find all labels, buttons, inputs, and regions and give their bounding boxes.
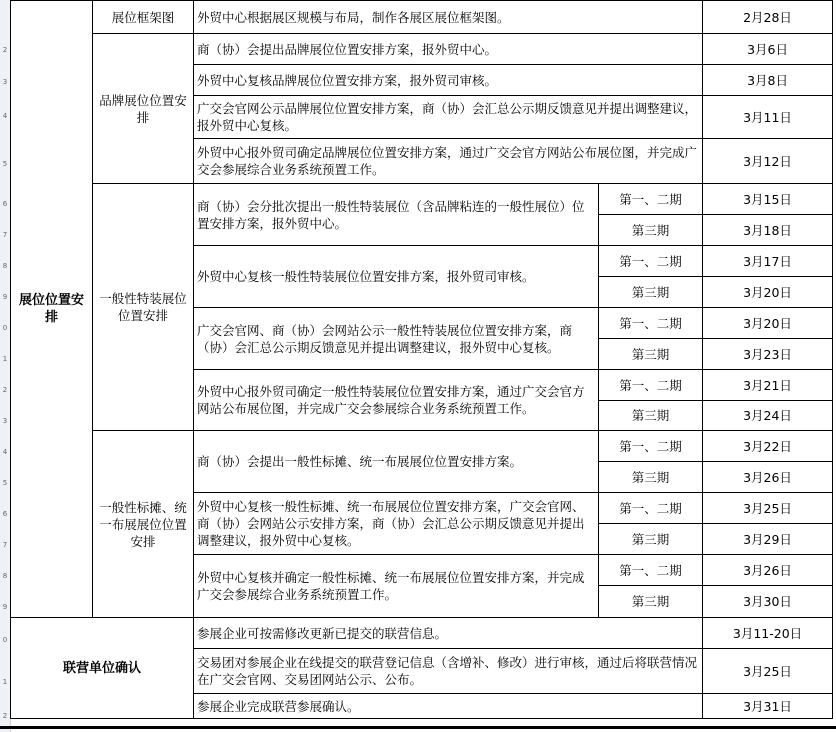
date-cell: 3月18日 <box>703 215 833 246</box>
task-cell: 商（协）会提出品牌展位位置安排方案，报外贸中心。 <box>194 34 703 65</box>
period-cell: 第三期 <box>599 277 703 308</box>
task-cell: 外贸中心复核并确定一般性标摊、统一布展展位位置安排方案，并完成广交会参展综合业务系统预置工作。 <box>194 555 599 618</box>
task-cell: 外贸中心复核一般性特装展位位置安排方案，报外贸司审核。 <box>194 246 599 308</box>
table-row <box>11 431 833 462</box>
task-cell: 广交会官网、商（协）会网站公示一般性特装展位位置安排方案，商（协）会汇总公示期反馈意见并提出调整建议，报外贸中心复核。 <box>194 308 599 370</box>
task-cell: 参展企业完成联营参展确认。 <box>194 694 703 719</box>
date-cell: 3月22日 <box>703 431 833 462</box>
period-cell: 第一、二期 <box>599 493 703 524</box>
row-number: 3 <box>2 78 8 86</box>
period-cell: 第三期 <box>599 215 703 246</box>
category-label-standard: 一般性标摊、统一布展展位位置安排 <box>93 431 194 618</box>
period-cell: 第三期 <box>599 462 703 493</box>
row-number: 3 <box>2 417 8 425</box>
date-cell: 3月25日 <box>703 649 833 694</box>
period-cell: 第一、二期 <box>599 308 703 339</box>
date-cell: 3月15日 <box>703 184 833 215</box>
period-cell: 第一、二期 <box>599 431 703 462</box>
date-cell: 3月24日 <box>703 401 833 431</box>
task-cell: 广交会官网公示品牌展位位置安排方案，商（协）会汇总公示期反馈意见并提出调整建议，报外贸中心复核。 <box>194 96 703 139</box>
date-cell: 3月12日 <box>703 139 833 184</box>
section-label-joint: 联营单位确认 <box>11 618 194 719</box>
row-number: 5 <box>2 160 8 168</box>
date-cell: 3月21日 <box>703 370 833 401</box>
table-row <box>11 1 833 34</box>
date-cell: 3月26日 <box>703 462 833 493</box>
task-cell: 外贸中心报外贸司确定品牌展位位置安排方案，通过广交会官方网站公布展位图，并完成广交会参展综合业务系统预置工作。 <box>194 139 703 184</box>
task-cell: 商（协）会提出一般性标摊、统一布展展位位置安排方案。 <box>194 431 599 493</box>
task-cell: 外贸中心复核品牌展位位置安排方案，报外贸司审核。 <box>194 65 703 96</box>
period-cell: 第三期 <box>599 524 703 555</box>
task-cell: 外贸中心根据展区规模与布局，制作各展区展位框架图。 <box>194 1 703 34</box>
row-number: 2 <box>2 712 8 720</box>
row-number: 2 <box>2 386 8 394</box>
period-cell: 第一、二期 <box>599 370 703 401</box>
date-cell: 2月28日 <box>703 1 833 34</box>
period-cell: 第一、二期 <box>599 246 703 277</box>
date-cell: 3月29日 <box>703 524 833 555</box>
row-number: 6 <box>2 510 8 518</box>
row-number: 1 <box>2 678 8 686</box>
table-row <box>11 34 833 65</box>
section-label-booth: 展位位置安排 <box>11 1 93 618</box>
date-cell: 3月11日 <box>703 96 833 139</box>
task-cell: 外贸中心报外贸司确定一般性特装展位位置安排方案，通过广交会官方网站公布展位图，并完成广交会参展综合业务系统预置工作。 <box>194 370 599 431</box>
row-number: 0 <box>2 324 8 332</box>
period-cell: 第三期 <box>599 339 703 370</box>
date-cell: 3月26日 <box>703 555 833 586</box>
date-cell: 3月20日 <box>703 308 833 339</box>
row-number: 4 <box>2 112 8 120</box>
row-number: 9 <box>2 603 8 611</box>
task-cell: 商（协）会分批次提出一般性特装展位（含品牌粘连的一般性展位）位置安排方案，报外贸中心。 <box>194 184 599 246</box>
period-cell: 第一、二期 <box>599 184 703 215</box>
task-cell: 外贸中心复核一般性标摊、统一布展展位位置安排方案，广交会官网、商（协）会网站公示安排方案，商（协）会汇总公示期反馈意见并提出调整建议，报外贸中心复核。 <box>194 493 599 555</box>
category-label-framework: 展位框架图 <box>93 1 194 34</box>
row-number: 9 <box>2 293 8 301</box>
row-number: 5 <box>2 479 8 487</box>
task-cell: 交易团对参展企业在线提交的联营登记信息（含增补、修改）进行审核，通过后将联营情况在广交会官网、交易团网站公示、公布。 <box>194 649 703 694</box>
date-cell: 3月30日 <box>703 586 833 618</box>
row-number: 2 <box>2 46 8 54</box>
date-cell: 3月25日 <box>703 493 833 524</box>
date-cell: 3月17日 <box>703 246 833 277</box>
date-cell: 3月11-20日 <box>703 618 833 649</box>
row-number: 0 <box>2 636 8 644</box>
date-cell: 3月31日 <box>703 694 833 719</box>
row-number: 1 <box>2 355 8 363</box>
period-cell: 第三期 <box>599 586 703 618</box>
task-cell: 参展企业可按需修改更新已提交的联营信息。 <box>194 618 703 649</box>
category-label-brand: 品牌展位位置安排 <box>93 34 194 184</box>
row-number: 6 <box>2 200 8 208</box>
period-cell: 第一、二期 <box>599 555 703 586</box>
category-label-special: 一般性特装展位位置安排 <box>93 184 194 431</box>
row-number: 7 <box>2 231 8 239</box>
schedule-table <box>10 0 833 719</box>
table-row <box>11 618 833 649</box>
date-cell: 3月8日 <box>703 65 833 96</box>
row-number: 8 <box>2 572 8 580</box>
table-row <box>11 184 833 215</box>
date-cell: 3月23日 <box>703 339 833 370</box>
bottom-border <box>0 726 836 729</box>
row-number: 8 <box>2 262 8 270</box>
row-number: 7 <box>2 541 8 549</box>
period-cell: 第三期 <box>599 401 703 431</box>
date-cell: 3月6日 <box>703 34 833 65</box>
row-number: 4 <box>2 448 8 456</box>
date-cell: 3月20日 <box>703 277 833 308</box>
